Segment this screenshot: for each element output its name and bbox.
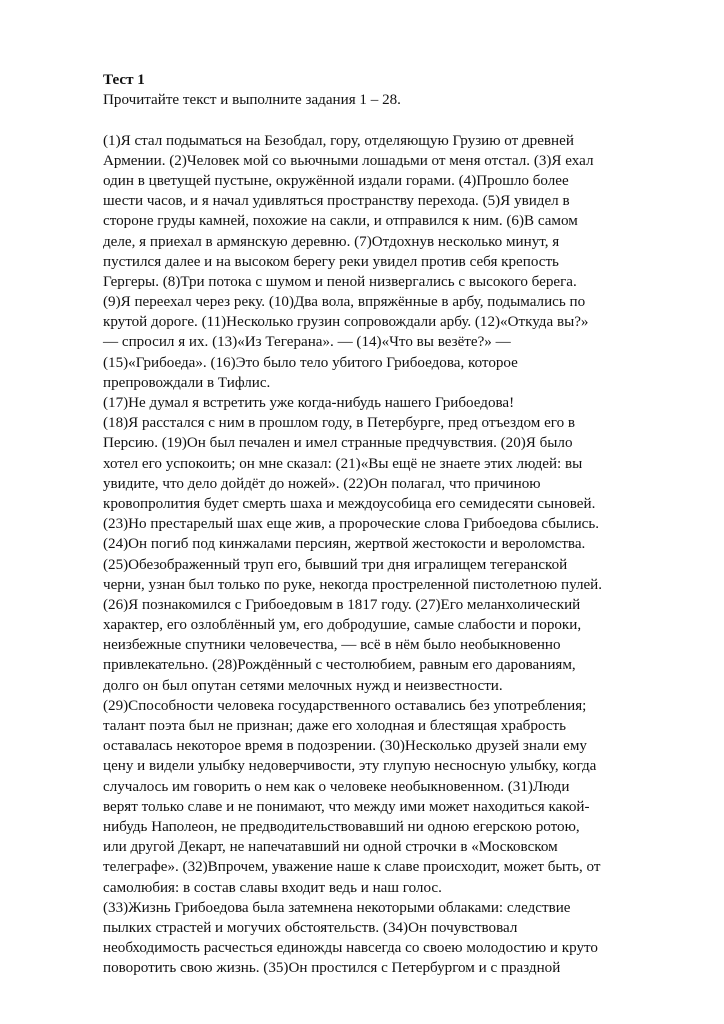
text-line: телеграфе». (32)Впрочем, уважение наше к славе происходит, может быть, от (103, 859, 601, 876)
text-line: увидите, что дело дойдёт до ножей». (22)Он полагал, что причиною (103, 475, 541, 492)
text-line: (29)Способности человека государственного оставались без употребления; (103, 697, 587, 714)
text-line: — спросил я их. (13)«Из Тегерана». — (14)«Что вы везёте?» — (103, 334, 511, 351)
text-line: (26)Я познакомился с Грибоедовым в 1817 году. (27)Его меланхолический (103, 596, 581, 613)
text-line: привлекательно. (28)Рождённый с честолюбием, равным его дарованиям, (103, 657, 576, 674)
text-line: препровождали в Тифлис. (103, 374, 271, 391)
text-line: верят только славе и не понимают, что между ими может находиться какой- (103, 798, 590, 815)
text-line: неизбежные спутники человечества, — всё в нём было необыкновенно (103, 637, 561, 654)
text-line: (33)Жизнь Грибоедова была затемнена некоторыми облаками: следствие (103, 899, 571, 916)
text-line: черни, узнан был только по руке, некогда простреленной пистолетною пулей. (103, 576, 603, 593)
text-line: Персию. (19)Он был печален и имел странные предчувствия. (20)Я было (103, 435, 573, 452)
text-line: (15)«Грибоеда». (16)Это было тело убитого Грибоедова, которое (103, 354, 518, 371)
blank-line (103, 110, 663, 130)
text-line: цену и видели улыбку недоверчивости, эту глупую несносную улыбку, когда (103, 758, 597, 775)
text-line: (25)Обезображенный труп его, бывший три дня игралищем тегеранской (103, 556, 568, 573)
text-line: необходимость расчесться единожды навсегда со своею молодостию и круто (103, 940, 598, 957)
text-line: Гергеры. (8)Три потока с шумом и пеной низвергались с высокого берега. (103, 273, 577, 290)
text-line: хотел его успокоить; он мне сказал: (21)«Вы ещё не знаете этих людей: вы (103, 455, 583, 472)
text-line: пылких страстей и могучих обстоятельств. (34)Он почувствовал (103, 919, 518, 936)
text-line: крутой дороге. (11)Несколько грузин сопровождали арбу. (12)«Откуда вы?» (103, 314, 589, 331)
text-line: (24)Он погиб под кинжалами персиян, жертвой жестокости и вероломства. (103, 536, 586, 553)
text-line: один в цветущей пустыне, окружённой издали горами. (4)Прошло более (103, 172, 569, 189)
text-line: долго он был опутан сетями мелочных нужд и неизвестности. (103, 677, 503, 694)
text-line: шести часов, и я начал удивляться пространству перехода. (5)Я увидел в (103, 193, 570, 210)
text-line: характер, его озлоблённый ум, его добродушие, самые слабости и пороки, (103, 617, 582, 634)
text-line: случалось им говорить о нем как о человеке необыкновенном. (31)Люди (103, 778, 570, 795)
text-line: поворотить свою жизнь. (35)Он простился с Петербургом и с праздной (103, 960, 561, 977)
text-line: или другой Декарт, не напечатавший ни одной строчки в «Московском (103, 839, 558, 856)
text-line: самолюбия: в состав славы входит ведь и наш голос. (103, 879, 442, 896)
text-body (103, 131, 663, 979)
text-line: нибудь Наполеон, не предводительствовавший ни одною егерскою ротою, (103, 818, 580, 835)
document-title: Тест 1 (103, 72, 145, 88)
text-line: деле, я приехал в армянскую деревню. (7)Отдохнув несколько минут, я (103, 233, 560, 250)
text-line: кровопролития будет смерть шаха и междоусобица его семидесяти сыновей. (103, 495, 596, 512)
document-instruction: Прочитайте текст и выполните задания 1 – 28. (103, 92, 401, 109)
text-line: оставалась некоторое время в подозрении. (30)Несколько друзей знали ему (103, 738, 587, 755)
text-line: стороне груды камней, похожие на сакли, и отправился к ним. (6)В самом (103, 213, 578, 230)
text-line: талант поэта был не признан; даже его холодная и блестящая храбрость (103, 718, 567, 734)
text-line: (9)Я переехал через реку. (10)Два вола, впряжённые в арбу, подымались по (103, 294, 586, 311)
text-line: Армении. (2)Человек мой со вьючными лошадьми от меня отстал. (3)Я ехал (103, 152, 594, 169)
text-line: (23)Но престарелый шах еще жив, а пророческие слова Грибоедова сбылись. (103, 516, 600, 533)
document-body (103, 70, 663, 978)
text-line: (1)Я стал подыматься на Безобдал, гору, отделяющую Грузию от древней (103, 132, 574, 149)
text-line: (18)Я расстался с ним в прошлом году, в Петербурге, пред отъездом его в (103, 415, 576, 432)
text-line: (17)Не думал я встретить уже когда-нибудь нашего Грибоедова! (103, 395, 515, 411)
text-line: пустился далее и на высоком берегу реки увидел против себя крепость (103, 253, 559, 270)
